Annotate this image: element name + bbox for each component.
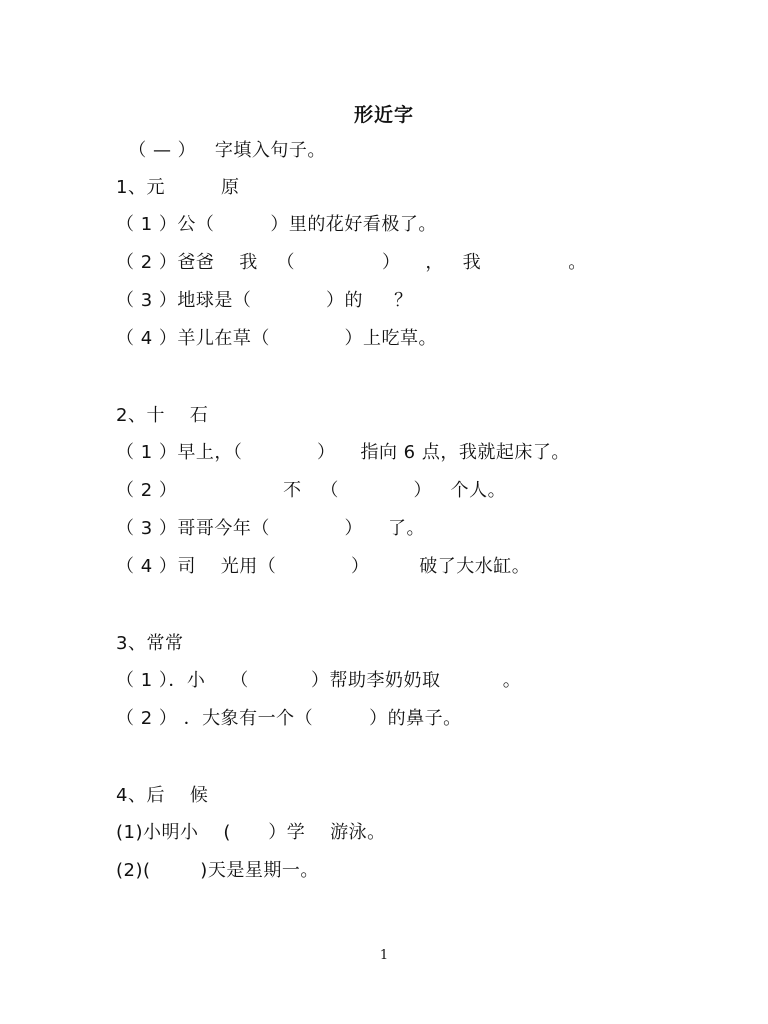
question-2-item-4: （ 4 ）司 光用（ ） 破了大水缸。: [116, 556, 531, 577]
question-2-item-3: （ 3 ）哥哥今年（ ） 了。: [116, 518, 425, 539]
question-3-heading: 3、常常: [116, 633, 184, 654]
question-2-item-2: （ 2 ） 不 （ ） 个人。: [116, 480, 507, 501]
page-title: 形近字: [353, 104, 414, 126]
question-4-heading: 4、后 候: [116, 785, 209, 806]
question-4-item-1: (1)小明小 ( ）学 游泳。: [116, 822, 386, 843]
question-1-item-3: （ 3 ）地球是（ ）的 ？: [116, 290, 413, 311]
section-instruction: （ — ） 字填入句子。: [122, 140, 326, 161]
question-1-item-4: （ 4 ）羊儿在草（ ）上吃草。: [116, 328, 438, 349]
question-1-heading: 1、元 原: [116, 177, 240, 198]
question-2-item-1: （ 1 ）早上，（ ） 指向 6 点，我就起床了。: [116, 442, 570, 463]
question-3-item-1: （ 1 ）．小 （ ）帮助李奶奶取 。: [116, 670, 522, 691]
question-3-item-2: （ 2 ） ．大象有一个（ ）的鼻子。: [116, 708, 462, 729]
question-4-item-2: (2)( )天是星期一。: [116, 860, 319, 881]
question-1-item-2: （ 2 ）爸爸 我 （ ） ， 我 。: [116, 252, 587, 273]
question-1-item-1: （ 1 ）公（ ）里的花好看极了。: [116, 214, 437, 235]
question-2-heading: 2、十 石: [116, 405, 209, 426]
page-number: 1: [379, 948, 389, 963]
